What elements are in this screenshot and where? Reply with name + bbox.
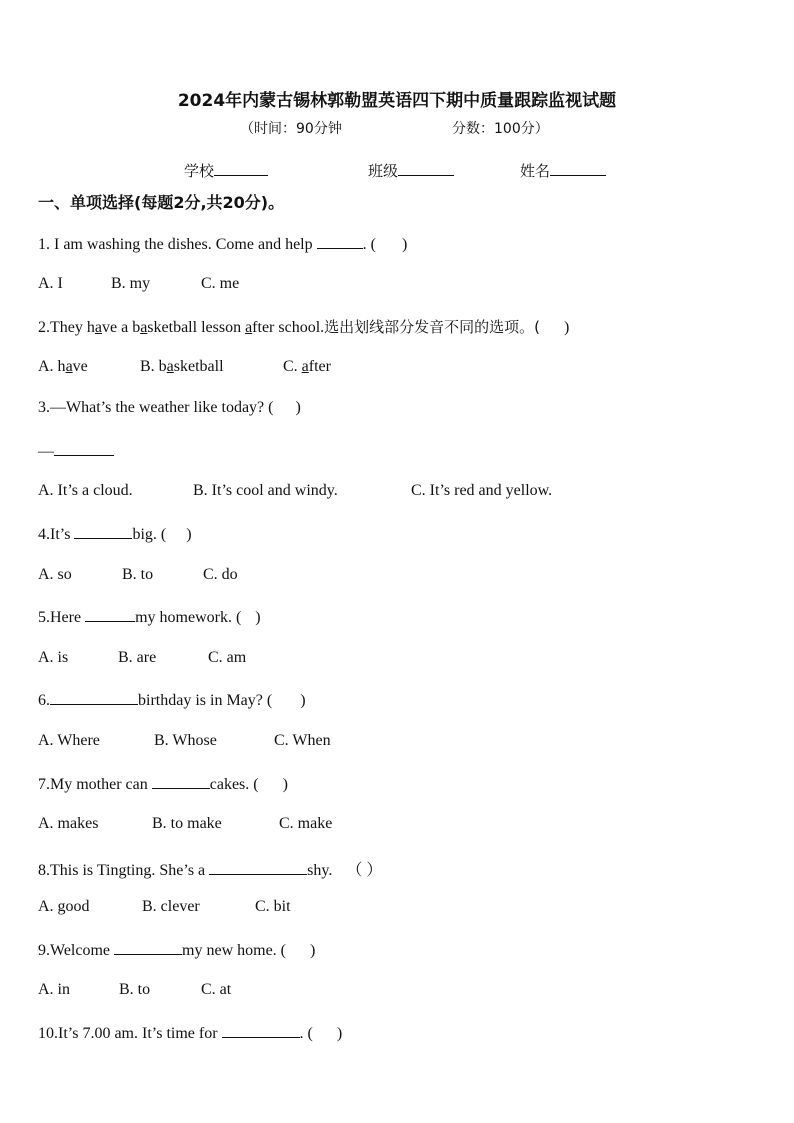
option-a: A. so bbox=[38, 566, 72, 583]
question-text: 10.It’s 7.00 am. It’s time for bbox=[38, 1025, 222, 1042]
options-5 bbox=[38, 649, 246, 667]
question-8 bbox=[38, 857, 382, 880]
question-text: 7.My mother can bbox=[38, 776, 152, 793]
section-heading: 一、单项选择(每题2分,共20分)。 bbox=[38, 193, 285, 212]
school-field bbox=[184, 160, 268, 181]
answer-paren: （ ） bbox=[346, 862, 383, 879]
underlined-letter: a bbox=[94, 319, 102, 336]
option-b: B. are bbox=[118, 649, 157, 666]
question-text: my homework. ( bbox=[135, 609, 242, 626]
answer-paren: ) bbox=[564, 319, 570, 336]
answer-paren: ) bbox=[186, 526, 192, 543]
question-text: cakes. ( bbox=[209, 776, 259, 793]
answer-paren: ) bbox=[295, 399, 301, 416]
question-text: fter school. bbox=[252, 319, 325, 336]
question-text: . ( bbox=[299, 1025, 313, 1042]
question-text: ve a b bbox=[101, 319, 141, 336]
option-b: B. to bbox=[119, 981, 151, 998]
question-text: 9.Welcome bbox=[38, 942, 115, 959]
question-text: 4.It’s bbox=[38, 526, 75, 543]
exam-score: 分数：100分） bbox=[452, 121, 549, 137]
option-c: C. It’s red and yellow. bbox=[411, 482, 553, 499]
answer-blank bbox=[209, 860, 307, 875]
question-text: big. ( bbox=[132, 526, 167, 543]
option-c: C. bit bbox=[255, 898, 291, 915]
answer-line-3 bbox=[38, 441, 114, 461]
options-8 bbox=[38, 898, 291, 916]
question-text: 6. bbox=[38, 692, 50, 709]
exam-time: （时间：90分钟 bbox=[240, 121, 342, 137]
options-7 bbox=[38, 815, 332, 833]
question-text: my new home. ( bbox=[182, 942, 286, 959]
question-7 bbox=[38, 774, 288, 794]
question-text: 3.—What’s the weather like today? ( bbox=[38, 399, 274, 416]
option-b: B. Whose bbox=[154, 732, 217, 749]
option-a: A. in bbox=[38, 981, 70, 998]
question-text: 5.Here bbox=[38, 609, 86, 626]
option-c: C. at bbox=[201, 981, 232, 998]
question-9 bbox=[38, 940, 315, 960]
answer-blank bbox=[74, 524, 132, 539]
school-label: 学校 bbox=[184, 162, 215, 180]
answer-blank bbox=[50, 690, 138, 705]
option-b: B. to make bbox=[152, 815, 222, 832]
options-6 bbox=[38, 732, 331, 750]
class-blank bbox=[398, 161, 454, 176]
name-label: 姓名 bbox=[520, 162, 551, 180]
option-b: B. It’s cool and windy. bbox=[193, 482, 338, 499]
options-9 bbox=[38, 981, 231, 999]
answer-paren: ) bbox=[336, 1025, 343, 1042]
exam-title: 2024年内蒙古锡林郭勒盟英语四下期中质量跟踪监视试题 bbox=[177, 91, 617, 111]
option-c: C. me bbox=[201, 275, 240, 292]
question-5 bbox=[38, 607, 261, 627]
option-a: A. I bbox=[38, 275, 63, 292]
underlined-letter: a bbox=[140, 319, 148, 336]
options-1 bbox=[38, 275, 239, 293]
options-2 bbox=[38, 358, 331, 376]
option-c: C. do bbox=[203, 566, 238, 583]
dash: — bbox=[38, 443, 54, 460]
question-6 bbox=[38, 690, 306, 710]
question-text: 2.They h bbox=[38, 319, 95, 336]
class-label: 班级 bbox=[368, 162, 399, 180]
option-a: A. It’s a cloud. bbox=[38, 482, 133, 499]
class-field bbox=[368, 160, 454, 181]
name-blank bbox=[550, 161, 606, 176]
question-1 bbox=[38, 234, 407, 254]
option-b: B. my bbox=[111, 275, 151, 292]
answer-blank bbox=[152, 774, 210, 789]
question-text: sketball lesson bbox=[147, 319, 246, 336]
option-a: A. makes bbox=[38, 815, 99, 832]
answer-paren: ) bbox=[310, 942, 316, 959]
question-text: 1. I am washing the dishes. Come and help bbox=[38, 236, 317, 253]
option-b: B. clever bbox=[142, 898, 200, 915]
option-c: C. make bbox=[279, 815, 333, 832]
option-a: A. have bbox=[38, 358, 88, 375]
options-3 bbox=[38, 482, 552, 500]
answer-paren: ) bbox=[401, 236, 408, 253]
underlined-letter: a bbox=[245, 319, 253, 336]
name-field bbox=[520, 160, 606, 181]
answer-blank bbox=[222, 1023, 300, 1038]
option-a: A. is bbox=[38, 649, 69, 666]
answer-blank bbox=[114, 940, 182, 955]
school-blank bbox=[214, 161, 268, 176]
answer-blank bbox=[317, 234, 363, 249]
option-a: A. Where bbox=[38, 732, 100, 749]
question-10 bbox=[38, 1023, 342, 1043]
answer-blank bbox=[85, 607, 135, 622]
question-text: shy. bbox=[307, 862, 333, 879]
option-c: C. am bbox=[208, 649, 247, 666]
question-text: birthday is in May? ( bbox=[138, 692, 273, 709]
answer-blank bbox=[54, 441, 114, 456]
question-4 bbox=[38, 524, 192, 544]
option-b: B. to bbox=[122, 566, 154, 583]
question-instruction: 选出划线部分发音不同的选项。( bbox=[324, 318, 541, 336]
question-text: . ( bbox=[362, 236, 376, 253]
option-c: C. after bbox=[283, 358, 331, 375]
answer-paren: ) bbox=[255, 609, 261, 626]
options-4 bbox=[38, 566, 238, 584]
question-2 bbox=[38, 316, 569, 337]
option-a: A. good bbox=[38, 898, 90, 915]
question-text: 8.This is Tingting. She’s a bbox=[38, 862, 210, 879]
answer-paren: ) bbox=[300, 692, 306, 709]
option-b: B. basketball bbox=[140, 358, 224, 375]
question-3 bbox=[38, 399, 301, 417]
option-c: C. When bbox=[274, 732, 331, 749]
answer-paren: ) bbox=[282, 776, 288, 793]
